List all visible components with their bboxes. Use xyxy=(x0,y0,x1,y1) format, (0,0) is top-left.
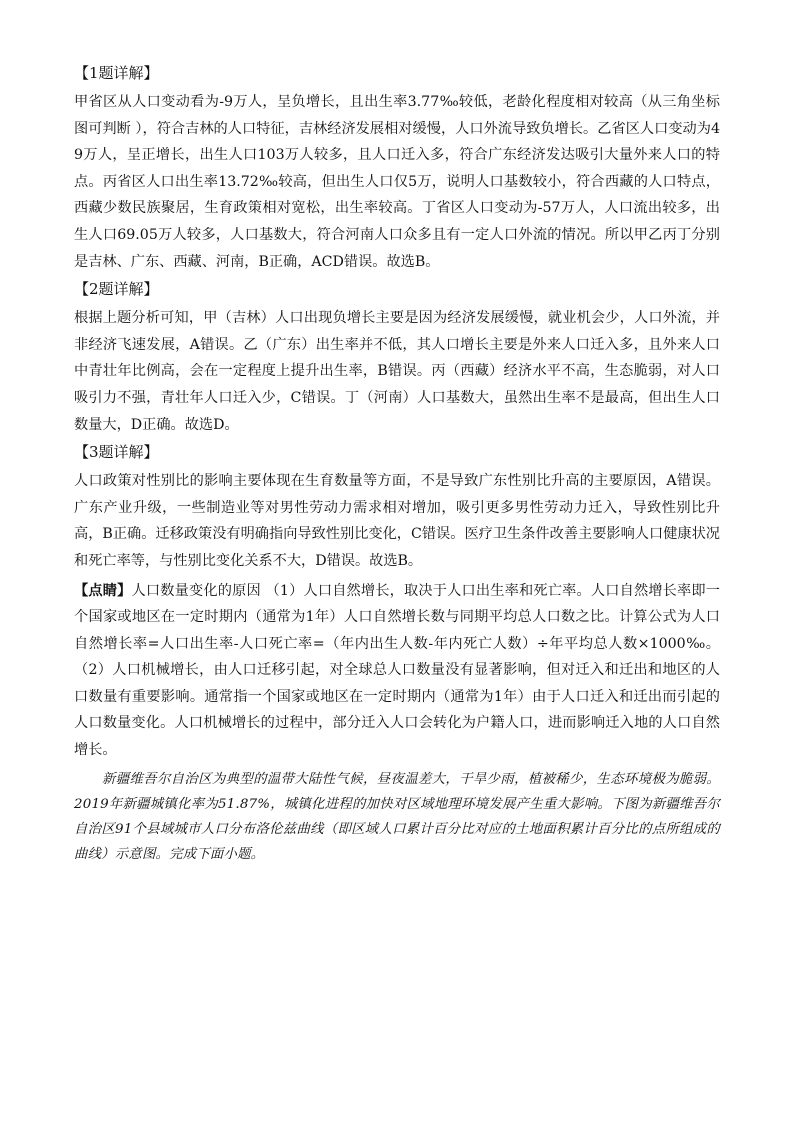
section-heading-q2: 【2题详解】 xyxy=(74,280,159,299)
tip-tag: 【点睛】 xyxy=(74,582,132,599)
section-q2 xyxy=(74,278,720,438)
section-q1 xyxy=(74,62,720,275)
section-q3 xyxy=(74,441,720,574)
section-heading-q1: 【1题详解】 xyxy=(74,64,159,82)
section-heading-q3: 【3题详解】 xyxy=(74,443,159,462)
section-tip xyxy=(74,578,720,764)
document-page xyxy=(74,62,720,867)
section-body-q2: 根据上题分析可知，甲（吉林）人口出现负增长主要是因为经济发展缓慢，就业机会少，人口外流，并非经济飞速发展，A错误。乙（广东）出生率并不低，其人口增长主要是外来人口迁入多，且外来人口中青壮年比例高，会在一定程度上提升出生率，B错误。丙（西藏）经济水平不高，生态脆弱，对人口吸引力不强，青壮年人口迁入少，C错误。丁（河南）人口基数大，虽然出生率不是最高，但出生人口数量大，D正确。故选D。 xyxy=(74,310,720,433)
question-intro: 新疆维吾尔自治区为典型的温带大陆性气候，昼夜温差大，干旱少雨，植被稀少，生态环境极为脆弱。2019年新疆城镇化率为51.87%，城镇化进程的加快对区域地理环境发展产生重大影响。下图为新疆维吾尔自治区91个县域城市人口分布洛伦兹曲线（即区域人口累计百分比对应的土地面积累计百分比的点所组成的曲线）示意图。完成下面小题。 xyxy=(74,771,720,862)
section-body-q1: 甲省区从人口变动看为-9万人，呈负增长，且出生率3.77‰较低，老龄化程度相对较高（从三角坐标图可判断 ），符合吉林的人口特征，吉林经济发展相对缓慢，人口外流导致负增长。乙省区人口变动为49万人，呈正增长，出生人口103万人较多，且人口迁入多，符合广东经济发达吸引大量外来人口的特点。丙省区人口出生率13.72‰较高，但出生人口仅5万，说明人口基数较小，符合西藏的人口特点，西藏少数民族聚居，生育政策相对宽松，出生率较高。丁省区人口变动为-57万人，人口流出较多，出生人口69.05万人较多，人口基数大，符合河南人口众多且有一定人口外流的情况。所以甲乙丙丁分别是吉林、广东、西藏、河南，B正确，ACD错误。故选B。 xyxy=(74,94,720,270)
tip-paragraph xyxy=(74,578,720,764)
tip-body: 人口数量变化的原因 （1）人口自然增长，取决于人口出生率和死亡率。人口自然增长率即一个国家或地区在一定时期内（通常为1年）人口自然增长数与同期平均总人口数之比。计算公式为人口自然增长率=人口出生率-人口死亡率=（年内出生人数-年内死亡人数）÷年平均总人数×1000‰。（2）人口机械增长，由人口迁移引起，对全球总人口数量没有显著影响，但对迁入和迁出和地区的人口数量有重要影响。通常指一个国家或地区在一定时期内（通常为1年）由于人口迁入和迁出而引起的人口数量变化。人口机械增长的过程中，部分迁入人口会转化为户籍人口，进而影响迁入地的人口自然增长。 xyxy=(74,582,720,759)
section-body-q3: 人口政策对性别比的影响主要体现在生育数量等方面，不是导致广东性别比升高的主要原因，A错误。广东产业升级，一些制造业等对男性劳动力需求相对增加，吸引更多男性劳动力迁入，导致性别比升高，B正确。迁移政策没有明确指向导致性别比变化，C错误。医疗卫生条件改善主要影响人口健康状况和死亡率等，与性别比变化关系不大，D错误。故选B。 xyxy=(74,473,720,569)
